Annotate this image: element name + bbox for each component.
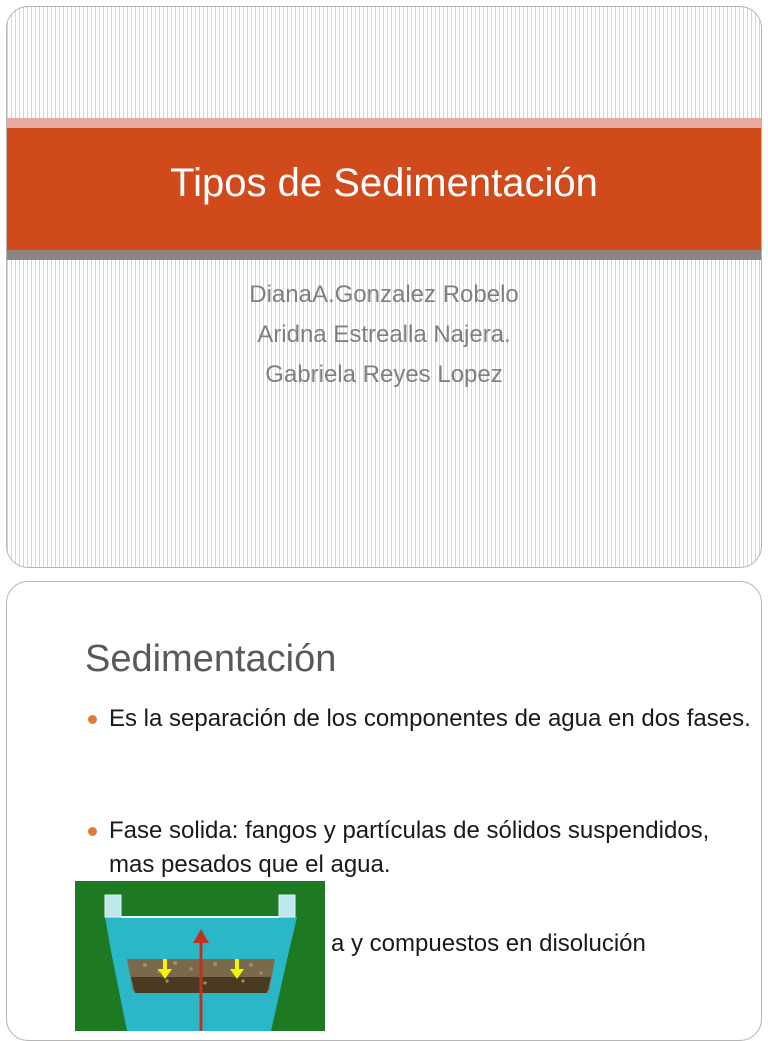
bullet-text: a y compuestos en disolución bbox=[331, 930, 646, 957]
sedimentation-tank-diagram bbox=[75, 881, 325, 1031]
section-title: Sedimentación bbox=[85, 638, 337, 680]
title-band bbox=[7, 128, 761, 250]
author-name: DianaA.Gonzalez Robelo bbox=[249, 281, 519, 308]
accent-band bbox=[7, 118, 761, 128]
divider-band bbox=[7, 250, 761, 260]
bullet-dot-icon bbox=[88, 715, 97, 724]
bullet-dot-icon bbox=[88, 827, 97, 836]
bullet-text: Es la separación de los componentes de agua en dos fases. bbox=[109, 705, 751, 732]
tank-wall-left bbox=[105, 895, 121, 917]
bullet-item bbox=[85, 702, 759, 736]
author-list bbox=[7, 275, 761, 395]
bullet-item bbox=[85, 814, 759, 882]
author-name: Gabriela Reyes Lopez bbox=[265, 361, 503, 388]
slide-title: Tipos de Sedimentación bbox=[170, 160, 598, 205]
author-name: Aridna Estrealla Najera. bbox=[257, 321, 511, 348]
title-slide bbox=[6, 6, 762, 568]
tank-wall-right bbox=[279, 895, 295, 917]
bullet-text: Fase solida: fangos y partículas de sólidos suspendidos, mas pesados que el agua. bbox=[109, 817, 710, 878]
